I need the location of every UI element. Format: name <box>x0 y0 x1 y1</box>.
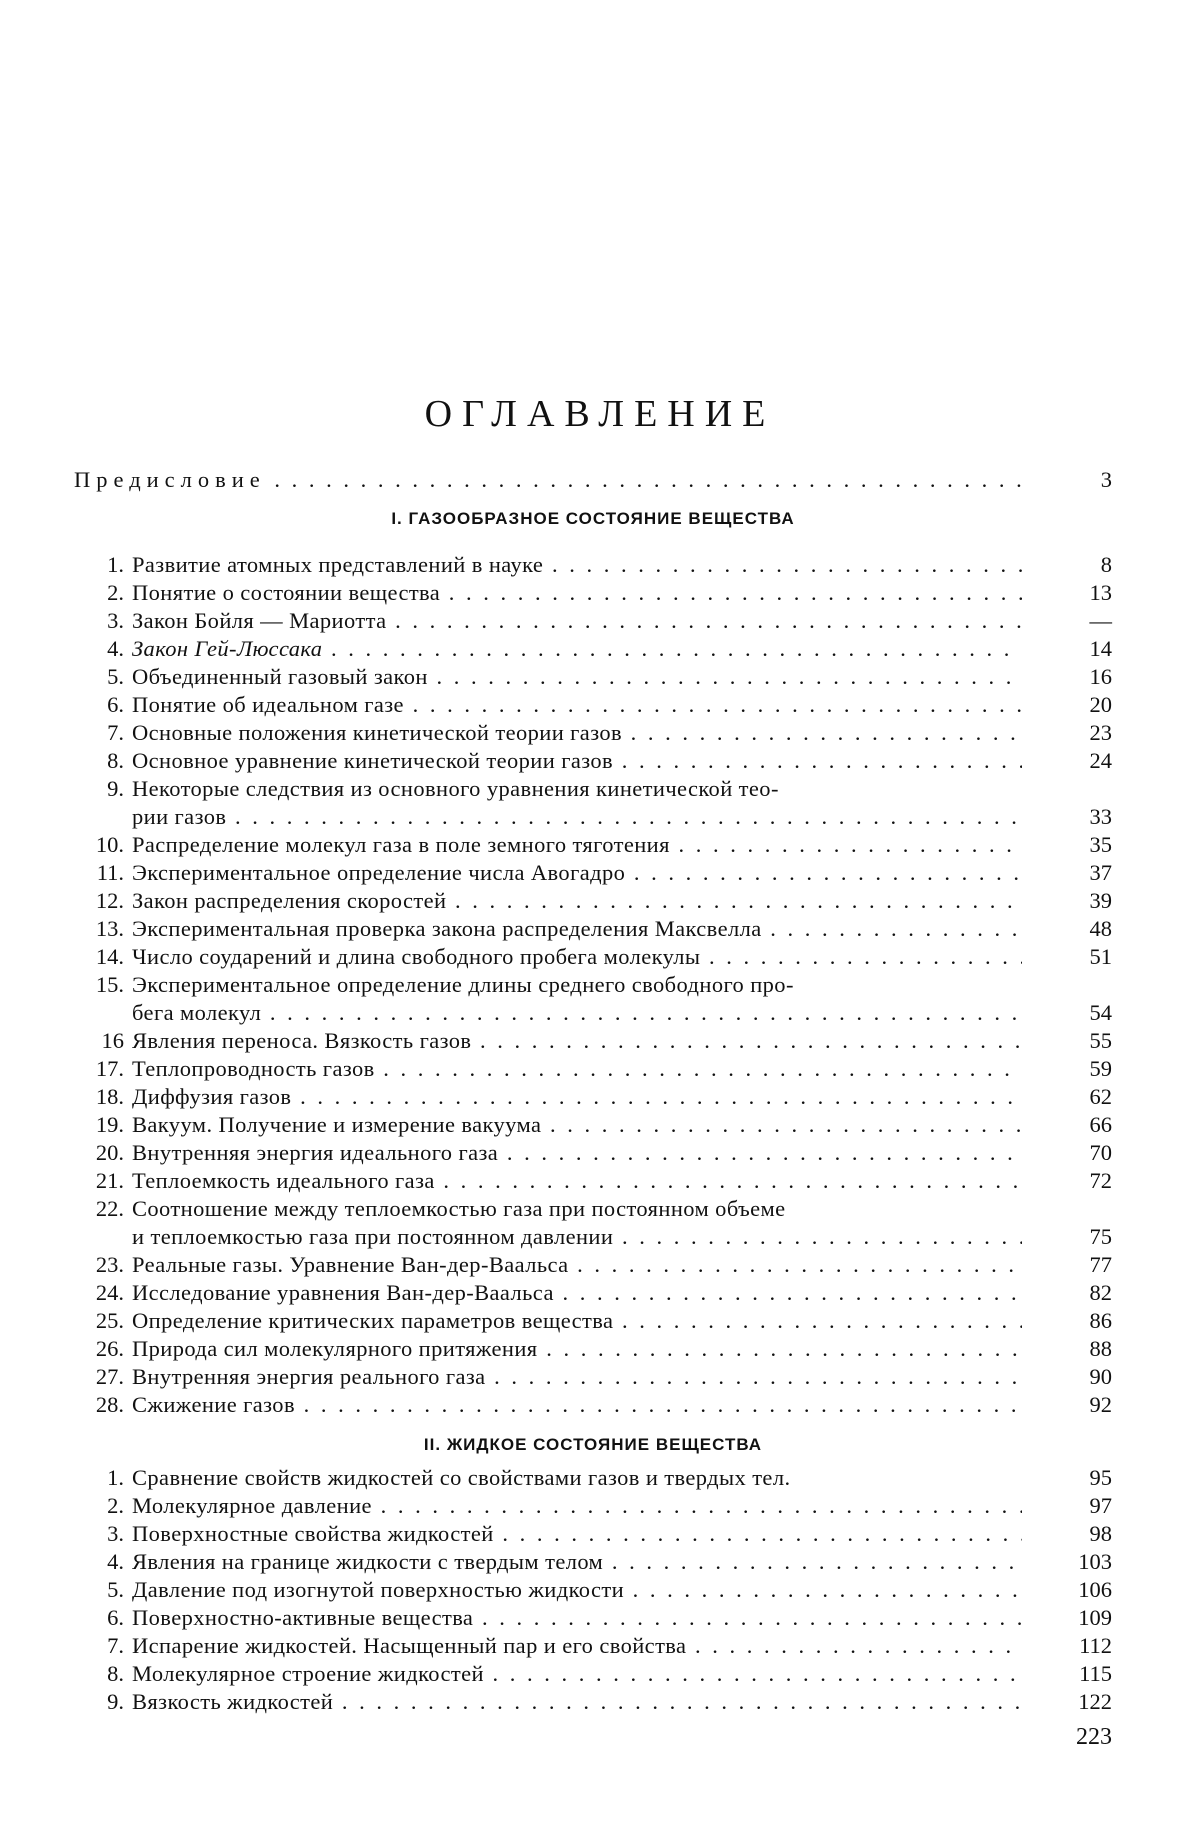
toc-entry-title: Основные положения кинетической теории газов . . . <box>132 719 1022 747</box>
toc-entry-page: 33 <box>1089 804 1112 829</box>
toc-entry-title: Природа сил молекулярного притяжения . . . <box>132 1335 1022 1363</box>
toc-entry[interactable] <box>74 1111 1112 1139</box>
toc-entry-title: Реальные газы. Уравнение Ван-дер-Ваальса . . . <box>132 1251 1022 1279</box>
toc-entry[interactable] <box>74 551 1112 579</box>
toc-entry-number: 28. <box>95 1392 124 1417</box>
toc-entry-continuation[interactable] <box>74 999 1112 1027</box>
toc-entry-title: Внутренняя энергия идеального газа . . . <box>132 1139 1022 1167</box>
toc-entry-continuation[interactable] <box>74 803 1112 831</box>
toc-entry-number: 18. <box>95 1084 124 1109</box>
toc-entry-title: Объединенный газовый закон . . . <box>132 663 1022 691</box>
toc-entry-page: 72 <box>1089 1168 1112 1193</box>
page-title: ОГЛАВЛЕНИЕ <box>424 393 776 435</box>
toc-entry[interactable] <box>74 1195 1112 1223</box>
toc-entry-title: Понятие о состоянии вещества . . . <box>132 579 1022 607</box>
toc-entry[interactable] <box>74 1660 1112 1688</box>
section-heading-2: II. ЖИДКОЕ СОСТОЯНИЕ ВЕЩЕСТВА <box>423 1435 763 1454</box>
toc-entry-title: Теплоемкость идеального газа . . . <box>132 1167 1022 1195</box>
toc-entry[interactable] <box>74 1548 1112 1576</box>
toc-entry-number: 6. <box>107 692 124 717</box>
toc-entry-title: Экспериментальное определение числа Авогадро . . . <box>132 859 1022 887</box>
toc-entry[interactable] <box>74 971 1112 999</box>
toc-entry-number: 22. <box>95 1196 124 1221</box>
toc-entry-title: Основное уравнение кинетической теории газов . . . <box>132 747 1022 775</box>
toc-entry-title: Определение критических параметров вещества . . . <box>132 1307 1022 1335</box>
toc-entry-number: 20. <box>95 1140 124 1165</box>
toc-entry-page: 109 <box>1078 1605 1112 1630</box>
toc-entry[interactable] <box>74 1632 1112 1660</box>
toc-entry[interactable] <box>74 831 1112 859</box>
toc-entry-page: — <box>1089 608 1112 633</box>
toc-entry-number: 4. <box>107 636 124 661</box>
toc-entry-page: 16 <box>1089 664 1112 689</box>
toc-entry[interactable] <box>74 1083 1112 1111</box>
toc-entry-page: 106 <box>1078 1577 1112 1602</box>
toc-entry[interactable] <box>74 1055 1112 1083</box>
toc-entry-number: 14. <box>95 944 124 969</box>
toc-entry[interactable] <box>74 635 1112 663</box>
toc-entry[interactable] <box>74 747 1112 775</box>
toc-entry[interactable] <box>74 1027 1112 1055</box>
toc-entry-page: 59 <box>1089 1056 1112 1081</box>
toc-entry-title: Закон Гей-Люссака . . . <box>132 635 1022 663</box>
toc-entry-number: 5. <box>107 664 124 689</box>
toc-entry[interactable] <box>74 1391 1112 1419</box>
toc-entry-title: Внутренняя энергия реального газа . . . <box>132 1363 1022 1391</box>
toc-entry-page: 55 <box>1089 1028 1112 1053</box>
toc-entry-title: Число соударений и длина свободного пробега молекулы . . . <box>132 943 1022 971</box>
toc-entry-page: 86 <box>1089 1308 1112 1333</box>
toc-entry-title-continued: и теплоемкостью газа при постоянном давлении . . . <box>132 1223 1022 1251</box>
toc-entry-title: Поверхностные свойства жидкостей . . . <box>132 1520 1022 1548</box>
toc-entry[interactable] <box>74 1464 1112 1492</box>
toc-entry-page: 97 <box>1089 1493 1112 1518</box>
toc-entry-page: 103 <box>1078 1549 1112 1574</box>
toc-entry[interactable] <box>74 1251 1112 1279</box>
toc-entry-number: 2. <box>107 580 124 605</box>
toc-entry-page: 13 <box>1089 580 1112 605</box>
toc-entry-page: 98 <box>1089 1521 1112 1546</box>
toc-entry-number: 1. <box>107 1465 124 1490</box>
toc-entry-title: Явления переноса. Вязкость газов . . . <box>132 1027 1022 1055</box>
toc-entry-number: 6. <box>107 1605 124 1630</box>
toc-entry-number: 3. <box>107 608 124 633</box>
toc-entry-number: 13. <box>95 916 124 941</box>
toc-entry-title: Закон распределения скоростей . . . <box>132 887 1022 915</box>
toc-entry[interactable] <box>74 1139 1112 1167</box>
toc-entry-number: 27. <box>95 1364 124 1389</box>
toc-entry-continuation[interactable] <box>74 1223 1112 1251</box>
toc-entry-page: 48 <box>1089 916 1112 941</box>
toc-entry-page: 20 <box>1089 692 1112 717</box>
toc-entry-page: 37 <box>1089 860 1112 885</box>
toc-entry[interactable] <box>74 1576 1112 1604</box>
toc-entry[interactable] <box>74 859 1112 887</box>
toc-entry-page: 95 <box>1089 1465 1112 1490</box>
toc-entry-number: 9. <box>107 1689 124 1714</box>
toc-entry-title: Сравнение свойств жидкостей со свойствами газов и твердых тел. <box>132 1465 791 1490</box>
toc-entry-page: 54 <box>1089 1000 1112 1025</box>
toc-entry-number: 3. <box>107 1521 124 1546</box>
toc-entry[interactable] <box>74 1279 1112 1307</box>
toc-entry-page: 92 <box>1089 1392 1112 1417</box>
toc-entry-title: Испарение жидкостей. Насыщенный пар и его свойства . . . <box>132 1632 1022 1660</box>
toc-entry-number: 9. <box>107 776 124 801</box>
toc-entry-number: 12. <box>95 888 124 913</box>
toc-entry-page: 35 <box>1089 832 1112 857</box>
toc-entry-page: 75 <box>1089 1224 1112 1249</box>
toc-entry-number: 8. <box>107 1661 124 1686</box>
toc-entry-number: 7. <box>107 720 124 745</box>
toc-entry-page: 14 <box>1089 636 1112 661</box>
toc-entry-page: 115 <box>1079 1661 1112 1686</box>
toc-entry[interactable] <box>74 1335 1112 1363</box>
toc-entry-number: 21. <box>95 1168 124 1193</box>
toc-entry-number: 15. <box>95 972 124 997</box>
toc-entry-page: 66 <box>1089 1112 1112 1137</box>
toc-entry[interactable] <box>74 1604 1112 1632</box>
toc-entry-page: 62 <box>1089 1084 1112 1109</box>
toc-entry-title: Молекулярное давление . . . <box>132 1492 1022 1520</box>
toc-entry-number: 7. <box>107 1633 124 1658</box>
toc-entry-number: 25. <box>95 1308 124 1333</box>
toc-entry[interactable] <box>74 775 1112 803</box>
toc-entry-number: 8. <box>107 748 124 773</box>
toc-entry-page: 23 <box>1089 720 1112 745</box>
toc-entry-title-continued: бега молекул . . . <box>132 999 1022 1027</box>
toc-entry-number: 11. <box>96 860 124 885</box>
toc-entry-title: Развитие атомных представлений в науке . . . <box>132 551 1022 579</box>
toc-entry-title: Вязкость жидкостей . . . <box>132 1688 1022 1716</box>
toc-entry[interactable] <box>74 1688 1112 1716</box>
toc-entry[interactable] <box>74 663 1112 691</box>
toc-entry-page: 77 <box>1089 1252 1112 1277</box>
toc-entry-page: 51 <box>1089 944 1112 969</box>
toc-entry-page: 82 <box>1089 1280 1112 1305</box>
toc-entry-title: Экспериментальная проверка закона распределения Максвелла . . . <box>132 915 1022 943</box>
toc-entry-title: Поверхностно-активные вещества . . . <box>132 1604 1022 1632</box>
section-heading-1: I. ГАЗООБРАЗНОЕ СОСТОЯНИЕ ВЕЩЕСТВА <box>391 509 795 528</box>
toc-entry-title: Исследование уравнения Ван-дер-Ваальса . . . <box>132 1279 1022 1307</box>
toc-entry[interactable] <box>74 691 1112 719</box>
toc-entry[interactable] <box>74 579 1112 607</box>
toc-entry[interactable] <box>74 943 1112 971</box>
toc-entry-number: 1. <box>107 552 124 577</box>
toc-entry-page: 112 <box>1079 1633 1112 1658</box>
toc-entry[interactable] <box>74 1307 1112 1335</box>
page-number: 223 <box>1076 1724 1112 1750</box>
toc-entry[interactable] <box>74 1492 1112 1520</box>
toc-entry-page: 88 <box>1089 1336 1112 1361</box>
toc-entry-number: 10. <box>95 832 124 857</box>
toc-entry-number: 16 <box>101 1028 124 1053</box>
toc-entry-page: 3 <box>1100 467 1112 492</box>
toc-entry-number: 26. <box>95 1336 124 1361</box>
toc-entry-title: Соотношение между теплоемкостью газа при постоянном объеме <box>132 1196 786 1221</box>
toc-entry-title: Давление под изогнутой поверхностью жидкости . . . <box>132 1576 1022 1604</box>
toc-entry-title-continued: рии газов . . . <box>132 803 1022 831</box>
toc-entry[interactable] <box>74 1167 1112 1195</box>
toc-entry[interactable] <box>74 887 1112 915</box>
toc-entry-title: Понятие об идеальном газе . . . <box>132 691 1022 719</box>
toc-entry-title: Вакуум. Получение и измерение вакуума . . . <box>132 1111 1022 1139</box>
toc-entry-page: 39 <box>1089 888 1112 913</box>
toc-entry-page: 24 <box>1089 748 1112 773</box>
toc-entry-preface[interactable] <box>74 466 1112 494</box>
toc-entry-number: 19. <box>95 1112 124 1137</box>
toc-entry-title: Молекулярное строение жидкостей . . . <box>132 1660 1022 1688</box>
toc-entry-title: Распределение молекул газа в поле земного тяготения . . . <box>132 831 1022 859</box>
toc-entry-title: Сжижение газов . . . <box>132 1391 1022 1419</box>
toc-entry[interactable] <box>74 1520 1112 1548</box>
toc-entry-page: 122 <box>1078 1689 1112 1714</box>
toc-entry-number: 23. <box>95 1252 124 1277</box>
toc-entry-title: Предисловие . . . <box>74 466 1022 494</box>
toc-entry-number: 17. <box>95 1056 124 1081</box>
toc-entry-title: Некоторые следствия из основного уравнения кинетической тео- <box>132 776 779 801</box>
toc-entry-title: Теплопроводность газов . . . <box>132 1055 1022 1083</box>
toc-entry-page: 90 <box>1089 1364 1112 1389</box>
toc-entry-title: Диффузия газов . . . <box>132 1083 1022 1111</box>
toc-entry-number: 5. <box>107 1577 124 1602</box>
toc-entry-title: Закон Бойля — Мариотта . . . <box>132 607 1022 635</box>
toc-entry[interactable] <box>74 607 1112 635</box>
toc-entry-page: 8 <box>1100 552 1112 577</box>
toc-entry-number: 2. <box>107 1493 124 1518</box>
toc-entry[interactable] <box>74 719 1112 747</box>
toc-entry-title: Явления на границе жидкости с твердым телом . . . <box>132 1548 1022 1576</box>
toc-entry-number: 4. <box>107 1549 124 1574</box>
toc-entry[interactable] <box>74 915 1112 943</box>
toc-entry[interactable] <box>74 1363 1112 1391</box>
toc-entry-number: 24. <box>95 1280 124 1305</box>
toc-entry-title: Экспериментальное определение длины среднего свободного про- <box>132 972 794 997</box>
toc-entry-page: 70 <box>1089 1140 1112 1165</box>
